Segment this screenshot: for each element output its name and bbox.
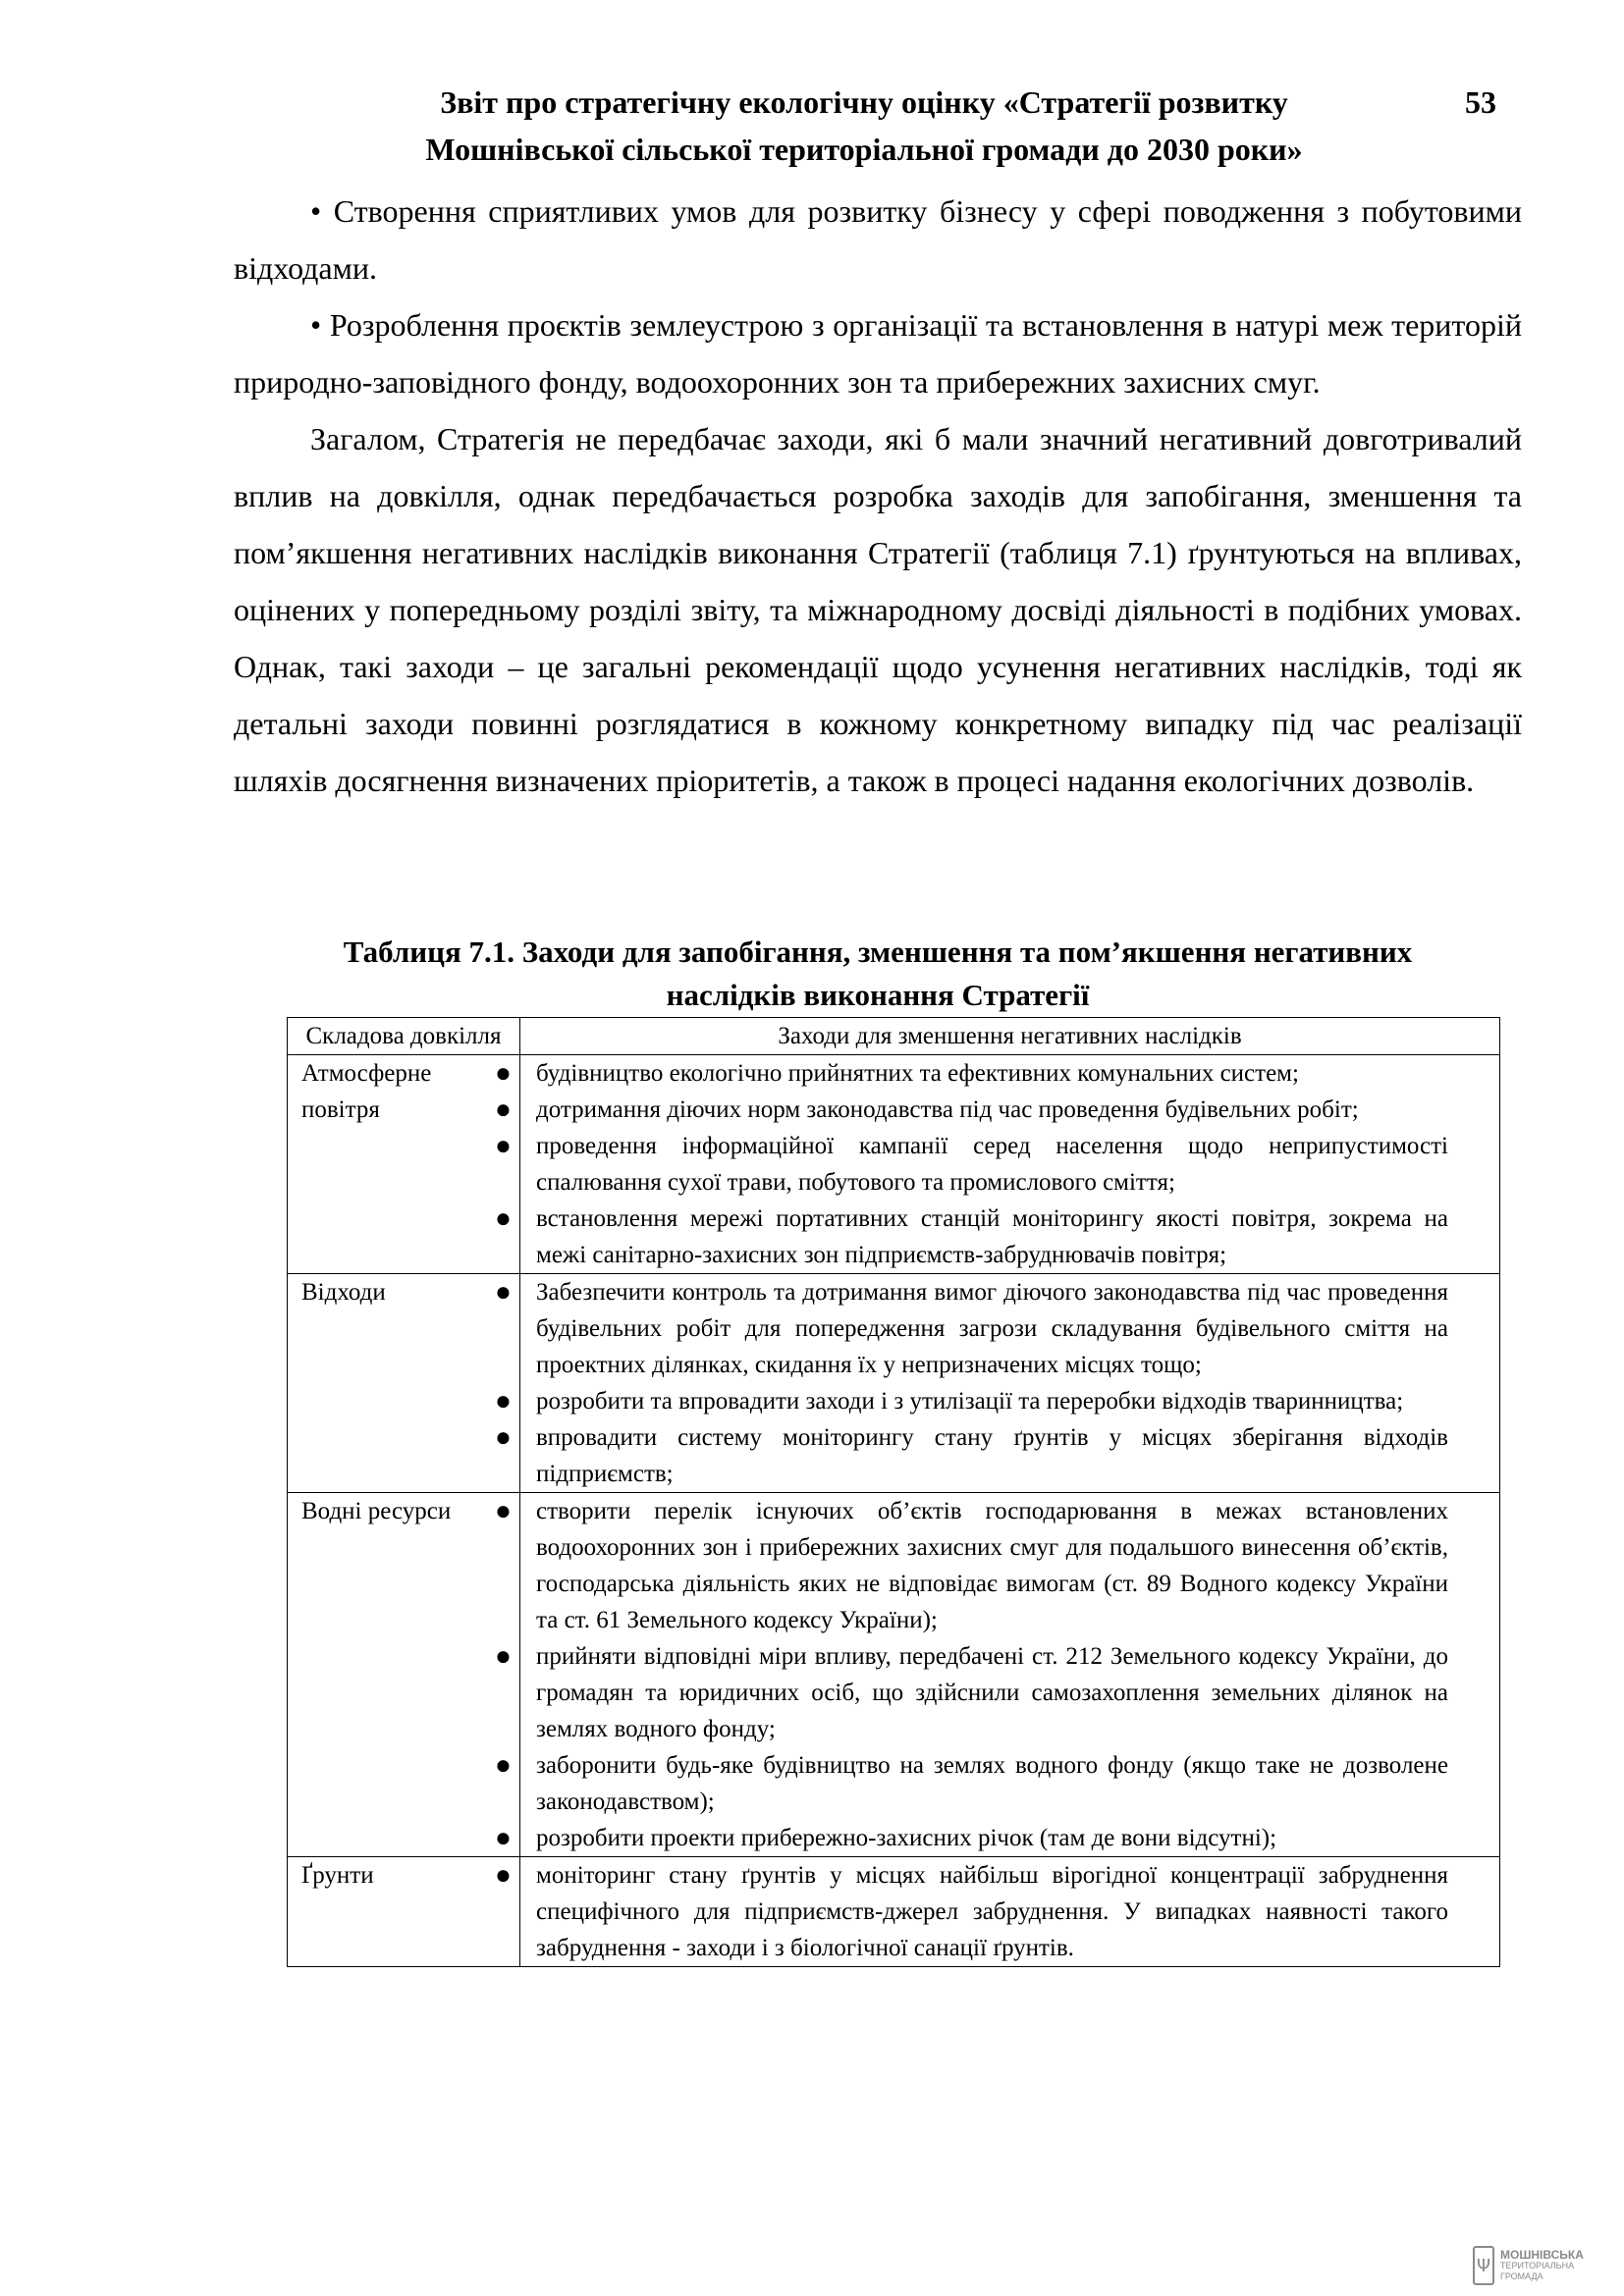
measures-cell (520, 1055, 1500, 1274)
table-row (288, 1857, 1500, 1967)
measure-item: ● встановлення мережі портативних станцій моніторингу якості повітря, зокрема на межі санітарно-захисних зон підприємств-забруднювачів повітря; (536, 1201, 1448, 1273)
report-header (373, 79, 1355, 173)
measure-item: ● впровадити систему моніторингу стану ґрунтів у місцях зберігання відходів підприємств; (536, 1419, 1448, 1492)
page-number: 53 (1465, 84, 1496, 120)
header-line-2: Мошнівської сільської територіальної громади до 2030 роки» (425, 132, 1303, 167)
caption-line-1: Таблиця 7.1. Заходи для запобігання, зменшення та пом’якшення негативних (343, 934, 1413, 969)
measure-item: ● розробити проекти прибережно-захисних річок (там де вони відсутні); (536, 1820, 1448, 1856)
measure-item: ● будівництво екологічно прийнятних та ефективних комунальних систем; (536, 1055, 1448, 1092)
measure-item: ● Забезпечити контроль та дотримання вимог діючого законодавства під час проведення будівельних робіт для попередження загрози складування будівельного сміття на проектних ділянках, скидання їх у непризначених місцях тощо; (536, 1274, 1448, 1383)
bullet-paragraph: • Розроблення проєктів землеустрою з організації та встановлення в натурі меж територій природно-заповідного фонду, водоохоронних зон та прибережних захисних смуг. (234, 307, 1522, 400)
measure-item: ● моніторинг стану ґрунтів у місцях найбільш вірогідної концентрації забруднення специфічного для підприємств-джерел забруднення. У випадках наявності такого забруднення - заходи і з біологічної санації ґрунтів. (536, 1857, 1448, 1966)
logo-line-3: ГРОМАДА (1500, 2270, 1543, 2281)
measures-cell (520, 1493, 1500, 1857)
measure-item: ● дотримання діючих норм законодавства під час проведення будівельних робіт; (536, 1092, 1448, 1128)
measure-item: ● прийняти відповідні міри впливу, передбачені ст. 212 Земельного кодексу України, до громадян та юридичних осіб, що здійснили самозахоплення земельних ділянок на землях водного фонду; (536, 1638, 1448, 1747)
logo-line-2: ТЕРИТОРІАЛЬНА (1500, 2260, 1575, 2270)
community-logo (1473, 2246, 1591, 2285)
measures-cell (520, 1857, 1500, 1967)
body-paragraph: Загалом, Стратегія не передбачає заходи, які б мали значний негативний довготривалий вплив на довкілля, однак передбачається розробка заходів для запобігання, зменшення та пом’якшення негативних наслідків виконання Стратегії (таблиця 7.1) ґрунтуються на впливах, оцінених у попередньому розділі звіту, та міжнародному досвіді діяльності в подібних умовах. Однак, такі заходи – це загальні рекомендації щодо усунення негативних наслідків, тоді як детальні заходи повинні розглядатися в кожному конкретному випадку під час реалізації шляхів досягнення визначених пріоритетів, а також в процесі надання екологічних дозволів. (234, 421, 1522, 798)
measure-item: ● заборонити будь-яке будівництво на землях водного фонду (якщо таке не дозволене законодавством); (536, 1747, 1448, 1820)
column-header-component: Складова довкілля (288, 1018, 520, 1055)
table-row (288, 1055, 1500, 1274)
table-header-row (288, 1018, 1500, 1055)
bullet-paragraph: • Створення сприятливих умов для розвитку бізнесу у сфері поводження з побутовими відходами. (234, 193, 1522, 286)
logo-line-1: МОШНІВСЬКА (1500, 2247, 1584, 2262)
component-cell: Водні ресурси (288, 1493, 520, 1857)
measure-item: ● проведення інформаційної кампанії серед населення щодо неприпустимості спалювання сухої трави, побутового та промислового сміття; (536, 1128, 1448, 1201)
measure-item: ● розробити та впровадити заходи і з утилізації та переробки відходів тваринництва; (536, 1383, 1448, 1419)
measures-table (287, 1017, 1500, 1967)
column-header-measures: Заходи для зменшення негативних наслідків (520, 1018, 1500, 1055)
table-row (288, 1274, 1500, 1493)
caption-line-2: наслідків виконання Стратегії (666, 978, 1090, 1012)
measures-cell (520, 1274, 1500, 1493)
body-text (234, 183, 1522, 809)
header-line-1: Звіт про стратегічну екологічну оцінку «Стратегії розвитку (440, 84, 1288, 120)
trident-icon: Ψ (1473, 2246, 1494, 2285)
logo-text (1500, 2247, 1584, 2282)
measure-item: ● створити перелік існуючих об’єктів господарювання в межах встановлених водоохоронних зон і прибережних захисних смуг для подальшого винесення об’єктів, господарська діяльність яких не відповідає вимогам (ст. 89 Водного кодексу України та ст. 61 Земельного кодексу України); (536, 1493, 1448, 1638)
component-cell: Ґрунти (288, 1857, 520, 1967)
component-cell: Атмосферне повітря (288, 1055, 520, 1274)
component-cell: Відходи (288, 1274, 520, 1493)
table-caption (234, 931, 1522, 1017)
table-row (288, 1493, 1500, 1857)
